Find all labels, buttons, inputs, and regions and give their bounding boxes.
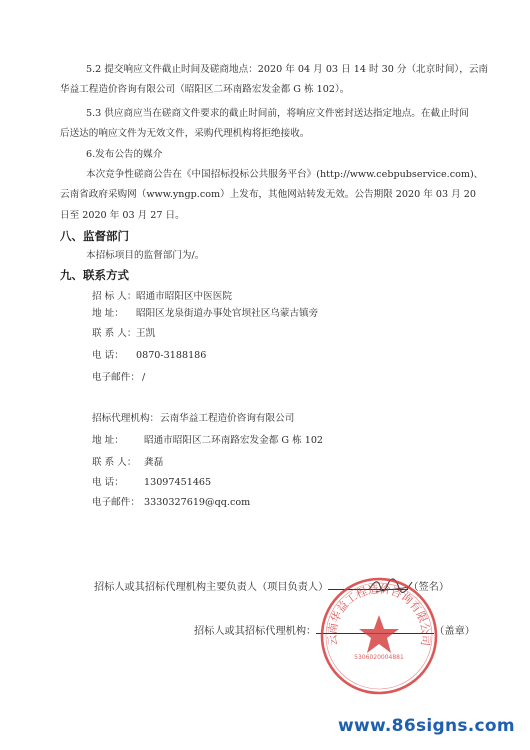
agency-email-label: 电子邮件： [92, 497, 140, 508]
clause-5-3-line-1: 5.3 供应商应当在磋商文件要求的截止时间前，将响应文件密封送达指定地点。在截止时间 [86, 108, 469, 119]
agency-name: 云南华益工程造价咨询有限公司 [160, 413, 295, 424]
tenderer-contact-label: 联 系 人： [92, 328, 137, 339]
section-8-heading: 八、监督部门 [60, 229, 129, 243]
tenderer-email-label: 电子邮件： [92, 372, 140, 383]
tenderer-email: / [142, 372, 146, 383]
clause-6-line-2: 云南省政府采购网（www.yngp.com）上发布，其他网站转发无效。公告期限 2020 年 03 月 20 [60, 189, 477, 200]
official-seal-stamp [318, 575, 440, 697]
agency-contact: 龚磊 [144, 457, 164, 468]
tenderer-name: 昭通市昭阳区中医医院 [136, 291, 232, 302]
agency-contact-label: 联 系 人： [92, 457, 137, 468]
tenderer-phone: 0870-3188186 [136, 350, 207, 361]
clause-6-line-1: 本次竞争性磋商公告在《中国招标投标公共服务平台》(http://www.cebpubservice.com)、 [86, 169, 484, 180]
seal-number: 5306020004881 [354, 654, 404, 661]
seal-star-icon [359, 615, 399, 653]
tenderer-contact: 王凯 [136, 328, 156, 339]
tenderer-address: 昭阳区龙泉街道办事处官坝社区乌蒙古镇旁 [136, 308, 319, 319]
tenderer-address-label: 地 址： [92, 308, 124, 319]
signature-leader-label: 招标人或其招标代理机构主要负责人（项目负责人） [94, 582, 329, 593]
clause-6-line-3: 日至 2020 年 03 月 27 日。 [60, 210, 185, 221]
agency-name-label: 招标代理机构： [92, 413, 160, 424]
agency-address: 昭通市昭阳区二环南路宏发金都 G 栋 102 [144, 435, 324, 446]
signature-leader-suffix: （签名） [408, 582, 450, 593]
clause-5-2-line-1: 5.2 提交响应文件截止时间及磋商地点：2020 年 04 月 03 日 14 时 30 分（北京时间），云南 [86, 64, 489, 75]
seal-arc-text: 云南华益工程造价咨询有限公司 [325, 582, 433, 647]
clause-5-3-line-2: 后送达的响应文件为无效文件，采购代理机构将拒绝接收。 [60, 128, 310, 139]
clause-5-2-line-2: 华益工程造价咨询有限公司（昭阳区二环南路宏发金都 G 栋 102）。 [60, 84, 350, 95]
watermark-text: www.86signs.com [338, 716, 515, 736]
section-8-text: 本招标项目的监督部门为/。 [86, 250, 205, 261]
agency-address-label: 地 址： [92, 435, 124, 446]
agency-phone-label: 电 话： [92, 477, 124, 488]
clause-6-heading: 6.发布公告的媒介 [86, 149, 163, 160]
tenderer-name-label: 招 标 人： [92, 291, 137, 302]
agency-phone: 13097451465 [144, 477, 212, 488]
section-9-heading: 九、联系方式 [60, 268, 129, 282]
seal-label: 招标人或其招标代理机构： [194, 626, 317, 637]
seal-suffix: （盖章） [434, 626, 475, 637]
agency-email: 3330327619@qq.com [144, 497, 251, 508]
tenderer-phone-label: 电 话： [92, 350, 124, 361]
